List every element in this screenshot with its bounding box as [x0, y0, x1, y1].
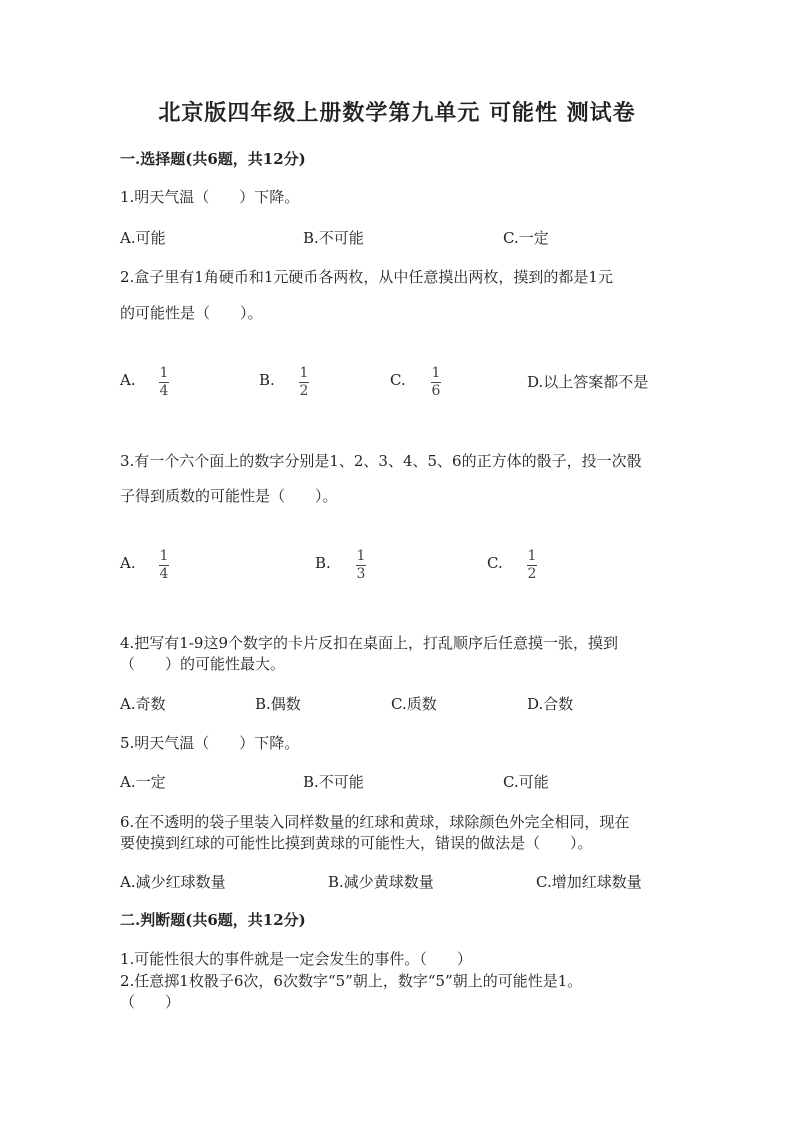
- q3-option-c-fraction: [527, 549, 537, 582]
- q5-option-b: B.不可能: [303, 773, 364, 791]
- numerator: 1: [431, 365, 441, 381]
- question-1-stem: 1.明天气温（ ）下降。: [120, 188, 300, 206]
- q6-option-a: A.减少红球数量: [120, 873, 226, 891]
- denominator: 3: [356, 566, 366, 582]
- question-6-stem-line1: 6.在不透明的袋子里装入同样数量的红球和黄球，球除颜色外完全相同，现在: [120, 813, 630, 831]
- q4-option-a: A.奇数: [120, 695, 166, 713]
- q2-option-a-label: A.: [120, 371, 136, 389]
- q1-option-b: B.不可能: [303, 229, 364, 247]
- denominator: 2: [299, 383, 309, 399]
- q3-option-a-fraction: [159, 549, 169, 582]
- q5-option-a: A.一定: [120, 773, 166, 791]
- q2-option-d: D.以上答案都不是: [527, 373, 649, 391]
- q2-option-c-fraction: [431, 366, 441, 399]
- denominator: 4: [159, 383, 169, 399]
- numerator: 1: [527, 548, 537, 564]
- question-5-stem: 5.明天气温（ ）下降。: [120, 734, 300, 752]
- q2-option-c-label: C.: [390, 371, 406, 389]
- q2-option-b-fraction: [299, 366, 309, 399]
- question-3-stem-line1: 3.有一个六个面上的数字分别是1、2、3、4、5、6的正方体的骰子，投一次骰: [120, 452, 642, 470]
- numerator: 1: [299, 365, 309, 381]
- denominator: 4: [159, 566, 169, 582]
- question-2-stem-line2: 的可能性是（ ）。: [120, 304, 263, 322]
- q4-option-d: D.合数: [527, 695, 574, 713]
- q3-option-b-fraction: [356, 549, 366, 582]
- q1-option-c: C.一定: [503, 229, 549, 247]
- q5-option-c: C.可能: [503, 773, 549, 791]
- question-4-stem-line1: 4.把写有1-9这9个数字的卡片反扣在桌面上，打乱顺序后任意摸一张，摸到: [120, 634, 619, 652]
- denominator: 2: [527, 566, 537, 582]
- question-6-stem-line2: 要使摸到红球的可能性比摸到黄球的可能性大，错误的做法是（ ）。: [120, 834, 593, 852]
- denominator: 6: [431, 383, 441, 399]
- q2-option-a-fraction: [159, 366, 169, 399]
- q4-option-c: C.质数: [391, 695, 437, 713]
- q2-option-b-label: B.: [259, 371, 275, 389]
- judgement-question-1: 1.可能性很大的事件就是一定会发生的事件。（ ）: [120, 950, 472, 968]
- q3-option-b-label: B.: [315, 554, 331, 572]
- q3-option-a-label: A.: [120, 554, 136, 572]
- page-title: 北京版四年级上册数学第九单元 可能性 测试卷: [158, 100, 636, 126]
- q1-option-a: A.可能: [120, 229, 166, 247]
- question-2-stem-line1: 2.盒子里有1角硬币和1元硬币各两枚，从中任意摸出两枚，摸到的都是1元: [120, 268, 613, 286]
- question-4-stem-line2: （ ）的可能性最大。: [120, 655, 286, 673]
- q6-option-c: C.增加红球数量: [536, 873, 642, 891]
- numerator: 1: [159, 365, 169, 381]
- section-heading-judgement: 二.判断题(共6题，共12分): [120, 911, 306, 929]
- numerator: 1: [159, 548, 169, 564]
- judgement-question-2-line1: 2.任意掷1枚骰子6次，6次数字“5”朝上，数字“5”朝上的可能性是1。: [120, 972, 583, 990]
- section-heading-choice: 一.选择题(共6题，共12分): [120, 150, 306, 168]
- numerator: 1: [356, 548, 366, 564]
- q4-option-b: B.偶数: [255, 695, 301, 713]
- q3-option-c-label: C.: [487, 554, 503, 572]
- judgement-question-2-line2: （ ）: [120, 993, 181, 1011]
- question-3-stem-line2: 子得到质数的可能性是（ ）。: [120, 487, 338, 505]
- q6-option-b: B.减少黄球数量: [328, 873, 434, 891]
